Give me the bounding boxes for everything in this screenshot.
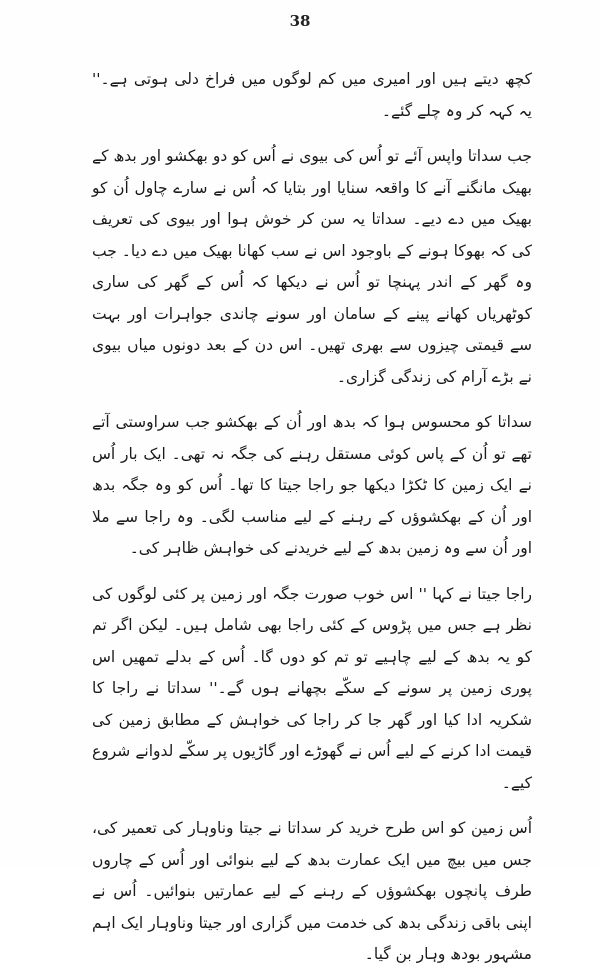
paragraph-3: سداتا کو محسوس ہوا کہ بدھ اور اُن کے بھکشو جب سراوستی آتے تھے تو اُن کے پاس کوئی مستقل رہنے کی جگہ نہ تھی۔ ایک بار اُس نے ایک زمین کا ٹکڑا دیکھا جو راجا جیتا کا تھا۔ اُس کو وہ جگہ بدھ اور اُن کے بھکشوؤں کے رہنے کے لیے مناسب لگی۔ وہ راجا سے ملا اور اُن سے وہ زمین بدھ کے لیے خریدنے کی خواہش ظاہر کی۔: [92, 413, 532, 557]
page-number: 38: [289, 12, 311, 30]
paragraph-2: جب سداتا واپس آئے تو اُس کی بیوی نے اُس کو دو بھکشو اور بدھ کے بھیک مانگنے آنے کا واقعہ سنایا اور بتایا کہ اُس نے سارے چاول اُن کو بھیک میں دے دیے۔ سداتا یہ سن کر خوش ہوا اور بیوی کی تعریف کی کہ بھوکا ہونے کے باوجود اس نے سب کھانا بھیک میں دے دیا۔ جب وہ گھر کے اندر پہنچا تو اُس نے دیکھا کہ اُس کے گھر کی ساری کوٹھریاں کھانے پینے کے سامان اور سونے چاندی جواہرات اور بہت سے قیمتی چیزوں سے بھری تھیں۔ اس دن کے بعد دونوں میاں بیوی نے بڑے آرام کی زندگی گزاری۔: [92, 147, 532, 386]
paragraph-5: اُس زمین کو اس طرح خرید کر سداتا نے جیتا وناوہار کی تعمیر کی، جس میں بیچ میں ایک عمارت بدھ کے لیے بنوائی اور اُس کے چاروں طرف پانچوں بھکشوؤں کے رہنے کے لیے عمارتیں بنوائیں۔ اُس نے اپنی باقی زندگی بدھ کی خدمت میں گزاری اور جیتا وناوہار ایک اہم مشہور بودھ وہار بن گیا۔: [92, 819, 532, 963]
page-body: [92, 64, 532, 971]
paragraph-4: راجا جیتا نے کہا '' اس خوب صورت جگہ اور زمین پر کئی لوگوں کی نظر ہے جس میں پڑوس کے کئی راجا بھی شامل ہیں۔ لیکن اگر تم کو یہ بدھ کے لیے چاہیے تو تم کو دوں گا۔ اُس کے بدلے تمھیں اس پوری زمین پر سونے کے سکّے بچھانے ہوں گے۔'' سداتا نے راجا کا شکریہ ادا کیا اور گھر جا کر راجا کی خواہش کے مطابق زمین کی قیمت ادا کرنے کے لیے اُس نے گھوڑے اور گاڑیوں پر سکّے لدوانے شروع کیے۔: [92, 584, 532, 792]
paragraph-1: کچھ دیتے ہیں اور امیری میں کم لوگوں میں فراخ دلی ہوتی ہے۔'' یہ کہہ کر وہ چلے گئے۔: [92, 70, 532, 120]
